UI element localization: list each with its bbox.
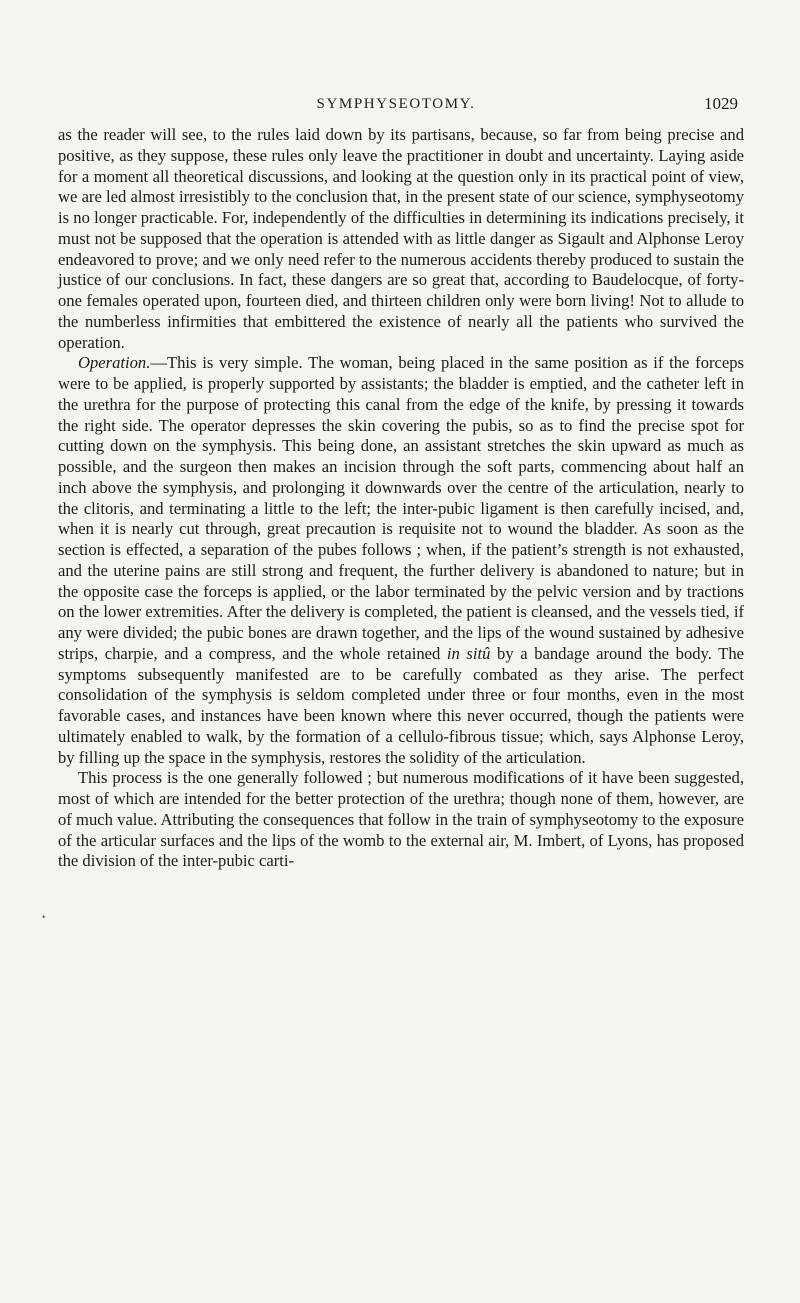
running-head: SYMPHYSEOTOMY. — [316, 96, 476, 112]
paragraph-2 — [58, 353, 744, 768]
paragraph-2-part-a: —This is very simple. The woman, being placed in the same position as if the forceps were to be applied, is properly supported by assistants; the bladder is emptied, and the catheter left in the urethra for the purpose of protecting this canal from the edge of the knife, by pressing it towards the right side. The operator depresses the skin covering the pubis, so as to find the precise spot for cutting down on the symphysis. This being done, an assistant stretches the skin upward as much as possible, and the surgeon then makes an incision through the soft parts, commencing about half an inch above the symphysis, and prolonging it downwards over the centre of the articulation, nearly to the clitoris, and terminating a little to the left; the inter-pubic ligament is then carefully incised, and, when it is nearly cut through, great precaution is requisite not to wound the bladder. As soon as the section is effected, a separation of the pubes follows ; when, if the patient’s strength is not exhausted, and the uterine pains are still strong and frequent, the further delivery is abandoned to nature; but in the opposite case the forceps is applied, or the labor terminated by the pelvic version and by tractions on the lower extremities. After the delivery is completed, the patient is cleansed, and the vessels tied, if any were divided; the pubic bones are drawn together, and the lips of the wound sustained by adhesive strips, charpie, and a compress, and the whole retained — [58, 353, 744, 663]
body-text — [58, 125, 744, 872]
page-header — [0, 96, 800, 120]
paragraph-3: This process is the one generally followed ; but numerous modifications of it have been suggested, most of which are intended for the better protection of the urethra; though none of them, however, are of much value. Attributing the consequences that follow in the train of symphyseotomy to the exposure of the articular surfaces and the lips of the womb to the external air, M. Imbert, of Lyons, has proposed the division of the inter-pubic carti- — [58, 768, 744, 871]
page-number: 1029 — [704, 94, 738, 113]
paragraph-1: as the reader will see, to the rules laid down by its partisans, because, so far from being precise and positive, as they suppose, these rules only leave the practitioner in doubt and uncertainty. Laying aside for a moment all theoretical discussions, and looking at the question only in its practical point of view, we are led almost irresistibly to the conclusion that, in the present state of our science, symphyseotomy is no longer practicable. For, independently of the difficulties in determining its indications precisely, it must not be supposed that the operation is attended with as little danger as Sigault and Alphonse Leroy endeavored to prove; and we only need refer to the numerous accidents thereby produced to sustain the justice of our conclusions. In fact, these dangers are so great that, according to Baudelocque, of forty-one females operated upon, fourteen died, and thirteen children only were born living! Not to allude to the numberless infirmities that embittered the existence of nearly all the patients who survived the operation. — [58, 125, 744, 352]
paragraph-2-part-b: by a bandage around the body. The symptoms subsequently manifested are to be carefully combated as they arise. The perfect consolidation of the symphysis is seldom completed under three or four months, even in the most favorable cases, and instances have been known where this never occurred, though the patients were ultimately enabled to walk, by the formation of a cellulo-fibrous tissue; which, says Alphonse Leroy, by filling up the space in the symphysis, restores the solidity of the articulation. — [58, 643, 745, 767]
section-heading-operation: Operation. — [78, 353, 151, 373]
margin-mark: • — [42, 912, 46, 922]
latin-phrase: in sitû — [446, 643, 491, 663]
